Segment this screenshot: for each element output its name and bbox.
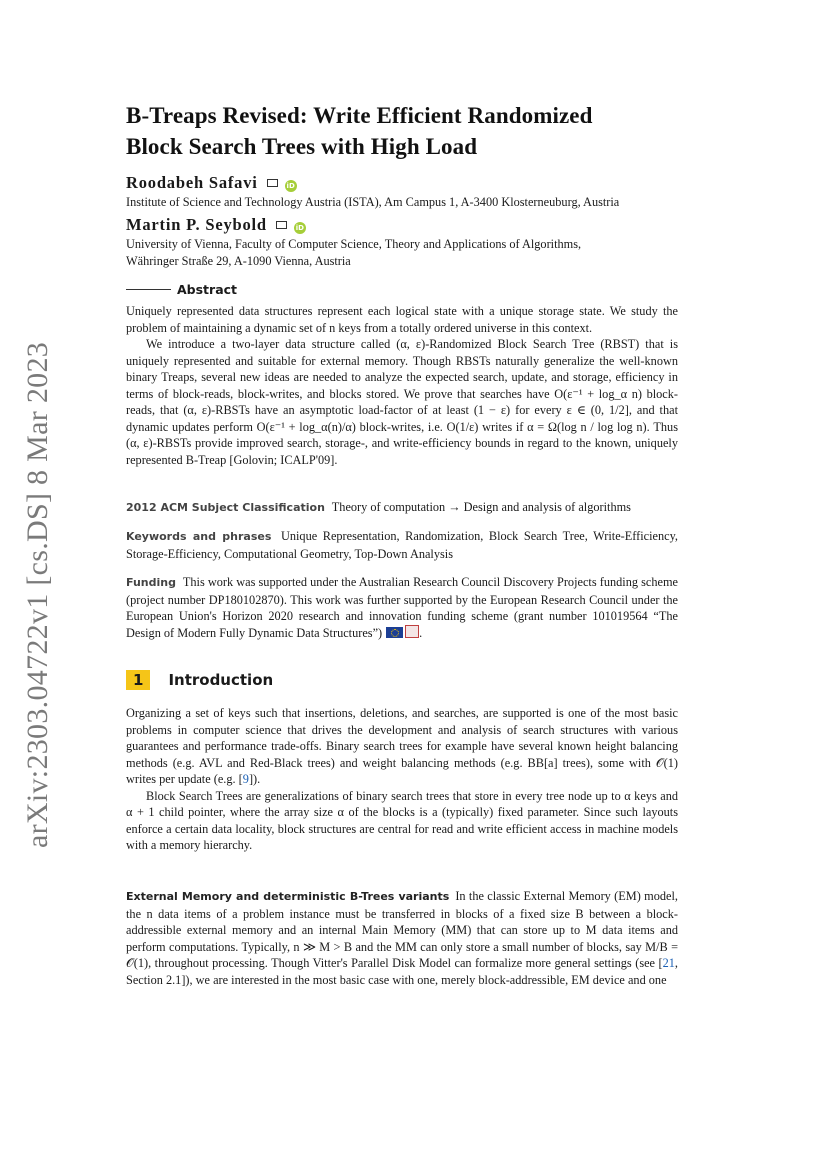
paper-title bbox=[126, 100, 678, 162]
email-icon[interactable] bbox=[276, 221, 287, 229]
keywords-label: Keywords and phrases bbox=[126, 530, 272, 543]
section-number: 1 bbox=[126, 670, 150, 690]
acm-label: 2012 ACM Subject Classification bbox=[126, 501, 325, 514]
author-block-2 bbox=[126, 215, 678, 270]
author-affiliation: Institute of Science and Technology Austria (ISTA), Am Campus 1, A-3400 Klosterneuburg, Austria bbox=[126, 195, 620, 209]
section-title: Introduction bbox=[168, 671, 274, 689]
citation-link[interactable]: 21 bbox=[662, 956, 675, 970]
intro-paragraph-1: Organizing a set of keys such that insertions, deletions, and searches, are supported is one of the most basic problems in computer science that drives the development and analysis of search structures with various guarantees and performance trade-offs. Binary search trees for example have several known height balancing methods (e.g. AVL and Red-Black trees) and weight balancing methods (e.g. BB[a] trees), some with 𝒪(1) writes per update (e.g. [9]). bbox=[126, 706, 678, 786]
keywords-text: Unique Representation, Randomization, Block Search Tree, Write-Efficiency, Storage-Efficiency, Computational Geometry, Top-Down Analysis bbox=[126, 529, 679, 561]
em-paragraph: External Memory and deterministic B-Trees variants In the classic External Memory (EM) model, the n data items of a problem instance must be transferred in blocks of a fixed size B between a block-addressible external memory and an internal Main Memory (MM) that can store up to M data items and perform computations. Typically, n ≫ M > B and the MM can only store a small number of blocks, say M/B = 𝒪(1), throughout processing. Though Vitter's Parallel Disk Model can formalize more general settings (see [21, Section 2.1]), we are interested in the most basic case with one, merely block-addressible, EM device and one bbox=[126, 889, 678, 987]
acm-text: Theory of computation → Design and analysis of algorithms bbox=[331, 500, 631, 514]
funding-text: This work was supported under the Australian Research Council Discovery Projects funding scheme (project number DP180102870). This work was further supported by the European Research Council under the European Union's Horizon 2020 research and innovation funding scheme (grant number 101019564 “The Design of Modern Fully Dynamic Data Structures”) bbox=[126, 575, 678, 640]
orcid-icon[interactable]: iD bbox=[286, 182, 295, 190]
eu-flag-icon bbox=[386, 627, 403, 638]
author-block-1 bbox=[126, 173, 678, 211]
abstract-body bbox=[126, 303, 678, 468]
keywords bbox=[126, 528, 678, 562]
email-icon[interactable] bbox=[267, 179, 278, 187]
author-affiliation-line-2: Währinger Straße 29, A-1090 Vienna, Austria bbox=[126, 254, 351, 268]
section-heading bbox=[126, 670, 678, 692]
author-name: Martin P. Seybold bbox=[126, 215, 267, 234]
intro-paragraph-2: Block Search Trees are generalizations of binary search trees that store in every tree node up to α keys and α + 1 child pointer, where the array size α of the blocks is a (typically) fixed parameter. Since such layouts enforce a certain data locality, block structures are central for read and write efficient access in machine models with a memory hierarchy. bbox=[126, 788, 678, 852]
acm-classification bbox=[126, 499, 678, 517]
arxiv-identifier-stamp: arXiv:2303.04722v1 [cs.DS] 8 Mar 2023 bbox=[21, 341, 54, 848]
erc-logo-icon bbox=[405, 625, 419, 638]
abstract-paragraph-1: Uniquely represented data structures represent each logical state with a unique storage state. We study the problem of maintaining a dynamic set of n keys from a totally ordered universe in this context. bbox=[126, 304, 678, 335]
funding: Funding This work was supported under the Australian Research Council Discovery Projects funding scheme (project number DP180102870). This work was further supported by the European Research Council under the European Union's Horizon 2020 research and innovation funding scheme (grant number 101019564 “The Design of Modern Fully Dynamic Data Structures”) . bbox=[126, 575, 678, 640]
title-line-2: Block Search Trees with High Load bbox=[126, 134, 478, 159]
author-name: Roodabeh Safavi bbox=[126, 173, 258, 192]
paragraph-heading: External Memory and deterministic B-Trees variants bbox=[126, 890, 450, 903]
orcid-icon[interactable]: iD bbox=[295, 224, 304, 232]
funding-label: Funding bbox=[126, 576, 176, 589]
abstract-paragraph-2: We introduce a two-layer data structure called (α, ε)-Randomized Block Search Tree (RBST) that is uniquely represented and suitable for external memory. Though RBSTs naturally generalize the well-known binary Treaps, several new ideas are needed to analyze the expected search, update, and storage, efficiency in terms of block-reads, block-writes, and blocks stored. We prove that searches have O(ε⁻¹ + log_α n) block-reads, that (α, ε)-RBSTs have an asymptotic load-factor of at least (1 − ε) for every ε ∈ (0, 1/2], and that dynamic updates perform O(ε⁻¹ + log_α(n)/α) block-writes, i.e. O(1/ε) writes if α = Ω(log n / log log n). Thus (α, ε)-RBSTs provide improved search, storage-, and write-efficiency bounds in regard to the known, uniquely represented B-Treap [Golovin; ICALP'09]. bbox=[126, 337, 678, 467]
abstract-rule bbox=[126, 289, 171, 290]
title-line-1: B-Treaps Revised: Write Efficient Randomized bbox=[126, 103, 593, 128]
introduction-body bbox=[126, 705, 678, 854]
abstract-heading: Abstract bbox=[126, 282, 678, 299]
author-affiliation-line-1: University of Vienna, Faculty of Computer Science, Theory and Applications of Algorithms, bbox=[126, 237, 582, 251]
citation-link[interactable]: 9 bbox=[242, 772, 249, 786]
